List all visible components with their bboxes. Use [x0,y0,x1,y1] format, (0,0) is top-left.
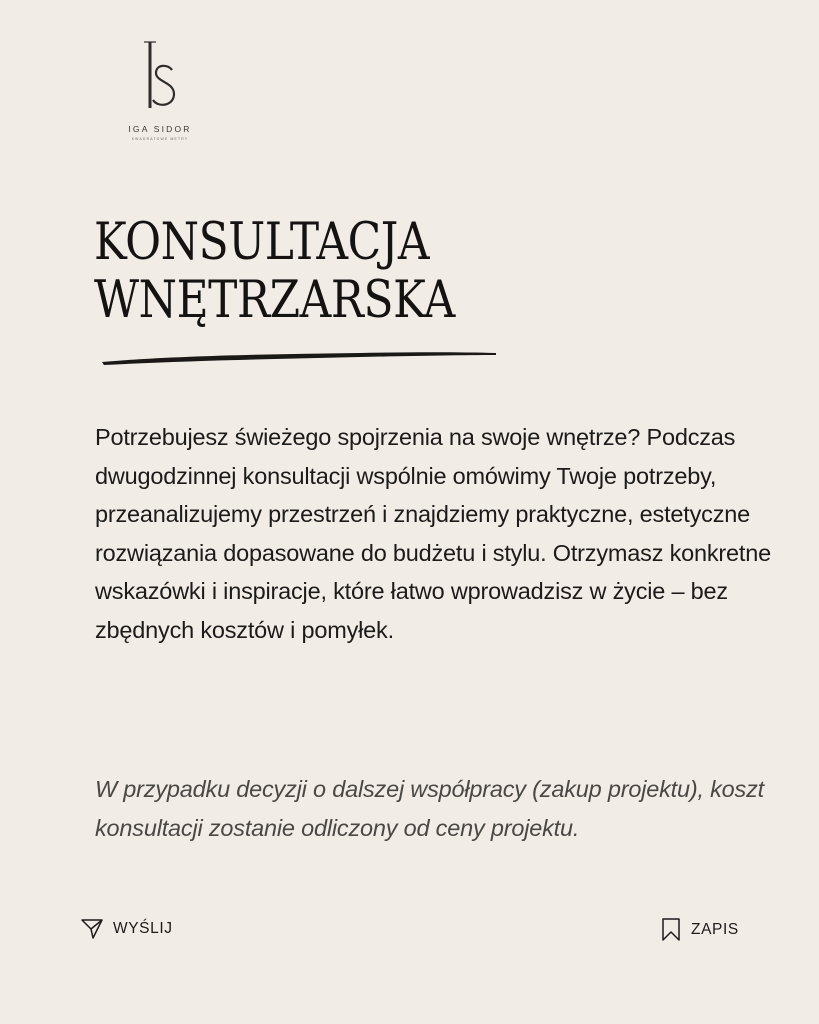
send-label: WYŚLIJ [113,920,173,937]
send-button[interactable] [80,917,173,941]
description-paragraph: Potrzebujesz świeżego spojrzenia na swoje wnętrze? Podczas dwugodzinnej konsultacji wspólnie omówimy Twoje potrzeby, przeanalizujemy przestrzeń i znajdziemy praktyczne, estetyczne rozwiązania dopasowane do budżetu i stylu. Otrzymasz konkretne wskazówki i inspiracje, które łatwo wprowadzisz w życie – bez zbędnych kosztów i pomyłek. [95,424,771,643]
page-title [94,214,455,330]
is-monogram-icon [138,40,182,112]
brand-tagline: KWADRATOWE METRY [131,137,189,141]
pricing-note: W przypadku decyzji o dalszej współpracy (zakup projektu), koszt konsultacji zostanie odliczony od ceny projektu. [95,776,764,841]
save-label: ZAPIS [691,921,739,938]
send-icon [80,917,104,941]
brand-logo [105,40,215,141]
brand-name: IGA SIDOR [128,124,192,134]
save-button[interactable] [660,917,739,943]
title-line-1: KONSULTACJA [94,213,430,272]
bookmark-icon [660,917,682,943]
brush-underline [100,348,500,368]
title-line-2: WNĘTRZARSKA [94,271,455,330]
